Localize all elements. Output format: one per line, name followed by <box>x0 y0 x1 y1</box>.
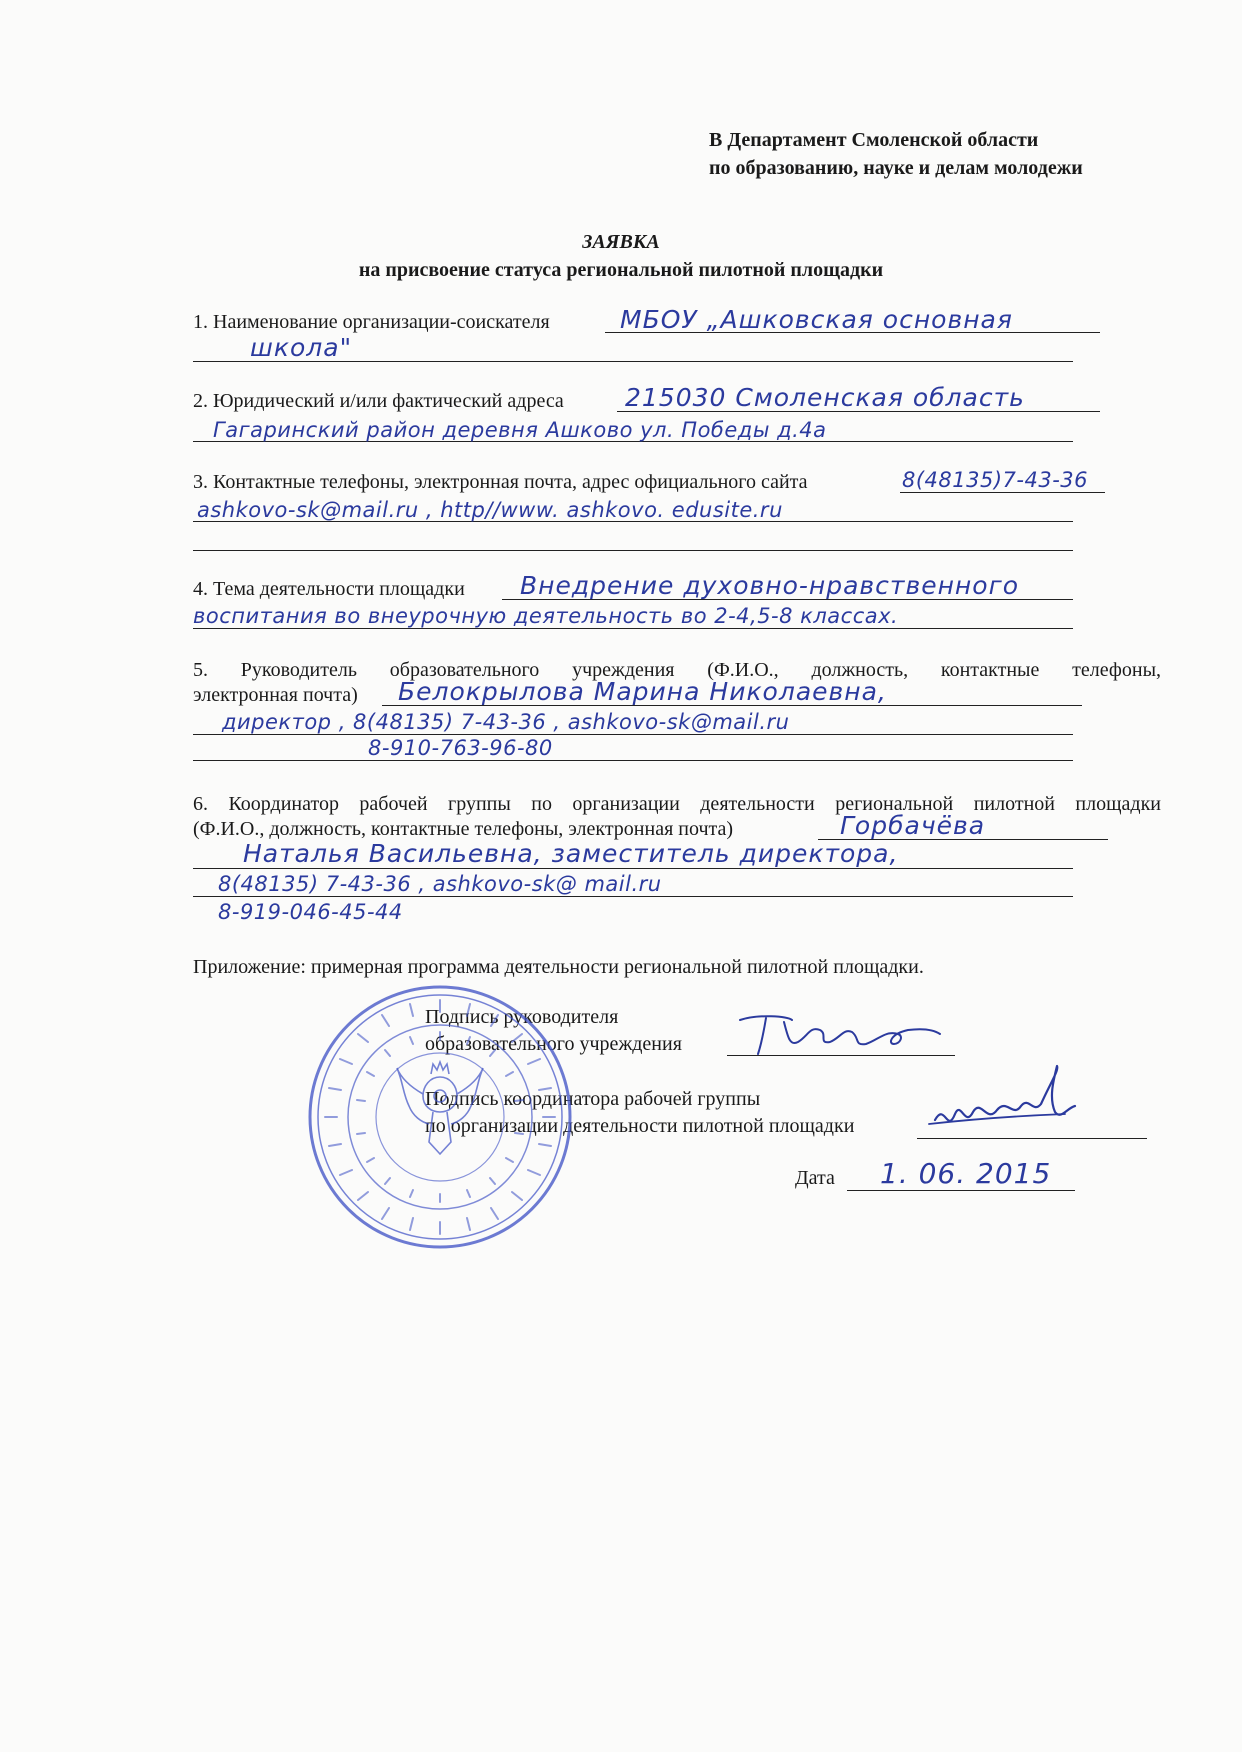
item2-label: 2. Юридический и/или фактический адреса <box>193 390 564 412</box>
date-label: Дата <box>795 1167 835 1189</box>
item2-value-line-1: 215030 Смоленская область <box>625 383 1025 412</box>
addressee-line-2: по образованию, науке и делам молодежи <box>709 157 1083 179</box>
coord-signature-label-2: по организации деятельности пилотной площадки <box>425 1115 855 1137</box>
item5-value-line-3: 8-910-763-96-80 <box>368 736 553 760</box>
item5-label-line-1: 5. Руководитель образовательного учреждения (Ф.И.О., должность, контактные телефоны, <box>193 659 1161 681</box>
item3-value-line-1: 8(48135)7-43-36 <box>902 468 1089 492</box>
item1-label: 1. Наименование организации-соискателя <box>193 311 550 333</box>
item4-value-line-1: Внедрение духовно-нравственного <box>520 571 1020 600</box>
item3-value-line-2: ashkovo-sk@mail.ru , http//www. ashkovo. edusite.ru <box>197 498 783 522</box>
item6-value-line-4: 8-919-046-45-44 <box>218 900 403 924</box>
head-signature-icon <box>728 1008 948 1058</box>
coord-signature-label-1: Подпись координатора рабочей группы <box>425 1088 761 1110</box>
item6-underline-2 <box>193 868 1073 869</box>
item4-value-line-2: воспитания во внеурочную деятельность во 2-4,5-8 классах. <box>193 604 899 628</box>
organization-seal-icon <box>305 982 575 1252</box>
item2-value-line-2: Гагаринский район деревня Ашково ул. Победы д.4а <box>213 418 827 442</box>
item4-label: 4. Тема деятельности площадки <box>193 578 465 600</box>
item1-value-line-1: МБОУ „Ашковская основная <box>620 305 1013 334</box>
head-signature-label-1: Подпись руководителя <box>425 1006 619 1028</box>
date-line <box>847 1190 1075 1191</box>
document-title: ЗАЯВКА <box>582 231 660 253</box>
item5-underline-3 <box>193 760 1073 761</box>
item6-value-line-2: Наталья Васильевна, заместитель директора, <box>243 839 899 868</box>
head-signature-label-2: образовательного учреждения <box>425 1033 682 1055</box>
date-value: 1. 06. 2015 <box>880 1157 1052 1190</box>
document-subtitle: на присвоение статуса региональной пилотной площадки <box>358 259 884 281</box>
appendix-note: Приложение: примерная программа деятельности региональной пилотной площадки. <box>193 956 924 978</box>
item3-label: 3. Контактные телефоны, электронная почта, адрес официального сайта <box>193 471 808 493</box>
item5-label-line-2: электронная почта) <box>193 684 358 706</box>
item6-label-line-2: (Ф.И.О., должность, контактные телефоны, электронная почта) <box>193 818 734 840</box>
item5-value-line-2: директор , 8(48135) 7-43-36 , ashkovo-sk@mail.ru <box>222 710 790 734</box>
item6-label-line-1: 6. Координатор рабочей группы по организации деятельности региональной пилотной площадки <box>193 793 1161 815</box>
item3-underline-3 <box>193 550 1073 551</box>
addressee-line-1: В Департамент Смоленской области <box>709 129 1039 151</box>
item5-value-line-1: Белокрылова Марина Николаевна, <box>398 677 887 706</box>
item6-value-line-3: 8(48135) 7-43-36 , ashkovo-sk@ mail.ru <box>218 872 662 896</box>
item6-value-line-1: Горбачёва <box>840 811 986 840</box>
coordinator-signature-icon <box>925 1062 1085 1142</box>
item1-value-line-2: школа" <box>250 333 353 362</box>
